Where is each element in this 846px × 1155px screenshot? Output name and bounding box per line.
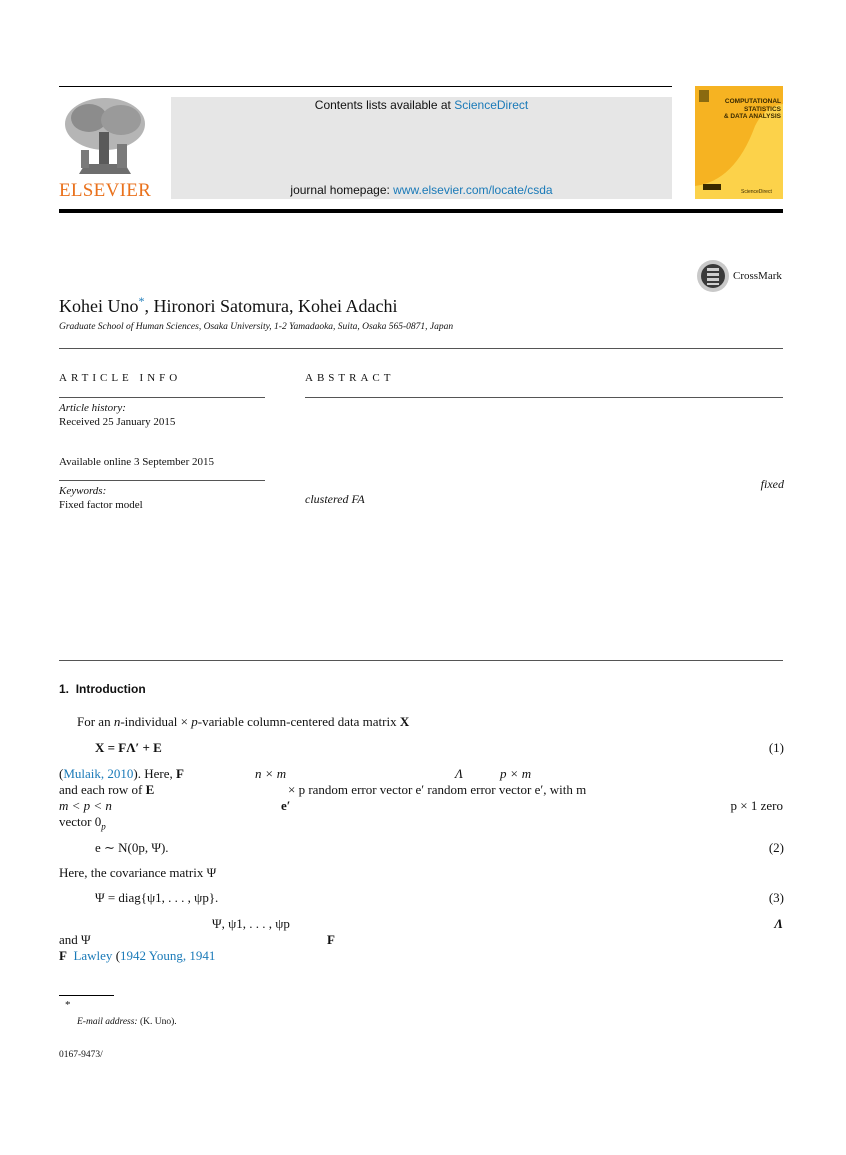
equation-2: e ∼ N(0p, Ψ). — [95, 840, 169, 855]
corresponding-star[interactable]: * — [138, 294, 145, 308]
intro-line-1 — [77, 714, 409, 730]
equation-3-number: (3) — [768, 890, 784, 905]
footnote-email — [77, 1017, 177, 1027]
text-run: ( — [112, 948, 121, 963]
section-heading — [59, 682, 146, 696]
text-run: and each row of — [59, 782, 146, 797]
cover-footer: ScienceDirect — [741, 189, 772, 195]
math-psi-list: Ψ, ψ1, . . . , ψp — [212, 916, 290, 931]
homepage-link[interactable]: www.elsevier.com/locate/csda — [393, 183, 553, 197]
intro-line-10 — [59, 948, 215, 964]
keywords-rule — [59, 480, 265, 481]
header-thick-rule — [59, 209, 783, 213]
authors-rule — [59, 348, 783, 349]
text-run: ). Here, — [133, 766, 176, 781]
cover-title-line2: STATISTICS — [744, 105, 781, 113]
text-run: p × 1 zero — [730, 798, 783, 813]
author-line — [59, 294, 397, 317]
cover-title-line1: COMPUTATIONAL — [724, 98, 781, 105]
contents-line — [171, 98, 672, 112]
affiliation: Graduate School of Human Sciences, Osaka University, 1-2 Yamadaoka, Suita, Osaka 565-0871, Japan — [59, 322, 454, 332]
homepage-line — [171, 183, 672, 197]
abstract-heading: ABSTRACT — [305, 372, 395, 384]
cover-title — [715, 98, 781, 121]
crossmark-icon — [696, 259, 730, 293]
article-info-heading: ARTICLE INFO — [59, 372, 182, 384]
intro-line-3 — [59, 766, 783, 782]
footnote-rule — [59, 995, 114, 996]
crossmark-label: CrossMark — [733, 270, 782, 282]
citation-link[interactable]: Mulaik, 2010 — [63, 766, 134, 781]
intro-rule — [59, 660, 783, 661]
math-F: F — [59, 948, 67, 963]
section-title: Introduction — [75, 682, 146, 696]
intro-line-5 — [59, 798, 783, 814]
abstract-clustered: clustered FA — [305, 492, 365, 506]
equation-1-number: (1) — [768, 740, 784, 755]
intro-line-6 — [59, 814, 106, 832]
math-e: e′ — [281, 798, 291, 813]
cover-small-logo — [699, 90, 709, 102]
abstract-fixed: fixed — [760, 477, 784, 491]
footnote-star: * — [65, 999, 71, 1011]
article-info-rule — [59, 397, 265, 398]
text-run: and Ψ — [59, 932, 91, 947]
history-label: Article history: — [59, 402, 126, 414]
author-first: Kohei Uno — [59, 296, 139, 316]
sciencedirect-link[interactable]: ScienceDirect — [454, 98, 529, 112]
math-F: F — [176, 766, 184, 781]
math-E: E — [145, 782, 155, 797]
math-lambda: Λ — [774, 916, 783, 931]
math-pm: p × m — [500, 766, 532, 781]
journal-cover — [695, 86, 783, 199]
abstract-rule — [305, 397, 783, 398]
top-rule — [59, 86, 672, 87]
math-mpn: m < p < n — [59, 798, 112, 813]
email-label: E-mail address: — [77, 1017, 138, 1027]
text-run: ( — [59, 766, 64, 781]
author-rest: , Hironori Satomura, Kohei Adachi — [144, 296, 398, 316]
math-X: X — [399, 714, 410, 729]
received-date: Received 25 January 2015 — [59, 416, 176, 428]
text-run: -individual × — [120, 714, 192, 729]
text-run: -variable column-centered data matrix — [197, 714, 400, 729]
section-number: 1. — [59, 682, 70, 696]
equation-2-number: (2) — [768, 840, 784, 855]
cover-title-line3: & DATA ANALYSIS — [723, 113, 781, 120]
intro-line-7: Here, the covariance matrix Ψ — [59, 865, 217, 880]
math-p: p — [191, 714, 198, 729]
issn: 0167-9473/ — [59, 1050, 103, 1060]
text-run: × p random error vector e′ random error vector e′, with m — [288, 782, 587, 797]
crossmark-badge[interactable] — [696, 259, 786, 295]
intro-line-9 — [59, 932, 783, 948]
text-run: For an — [77, 714, 114, 729]
available-date: Available online 3 September 2015 — [59, 456, 214, 468]
math-F: F — [327, 932, 335, 947]
cover-badge — [703, 184, 721, 190]
contents-prefix: Contents lists available at — [314, 98, 455, 112]
intro-line-4 — [59, 782, 783, 798]
equation-3: Ψ = diag{ψ1, . . . , ψp}. — [95, 890, 219, 905]
elsevier-tree-icon — [59, 94, 151, 182]
math-sub-p: p — [101, 821, 106, 832]
math-lambda: Λ — [455, 766, 463, 781]
journal-header — [171, 97, 672, 199]
elsevier-wordmark: ELSEVIER — [59, 180, 152, 201]
keywords-label: Keywords: — [59, 485, 107, 497]
citation-link[interactable]: Lawley — [73, 948, 113, 963]
math-nm: n × m — [255, 766, 287, 781]
keyword-item: Fixed factor model — [59, 499, 143, 511]
email-value: (K. Uno). — [137, 1017, 177, 1027]
math-n: n — [113, 714, 121, 729]
equation-1: X = FΛ′ + E — [95, 740, 162, 755]
text-run: vector 0 — [59, 814, 102, 829]
elsevier-logo — [59, 94, 151, 200]
citation-link[interactable]: 1942 Young, 1941 — [120, 948, 216, 963]
homepage-prefix: journal homepage: — [290, 183, 394, 197]
